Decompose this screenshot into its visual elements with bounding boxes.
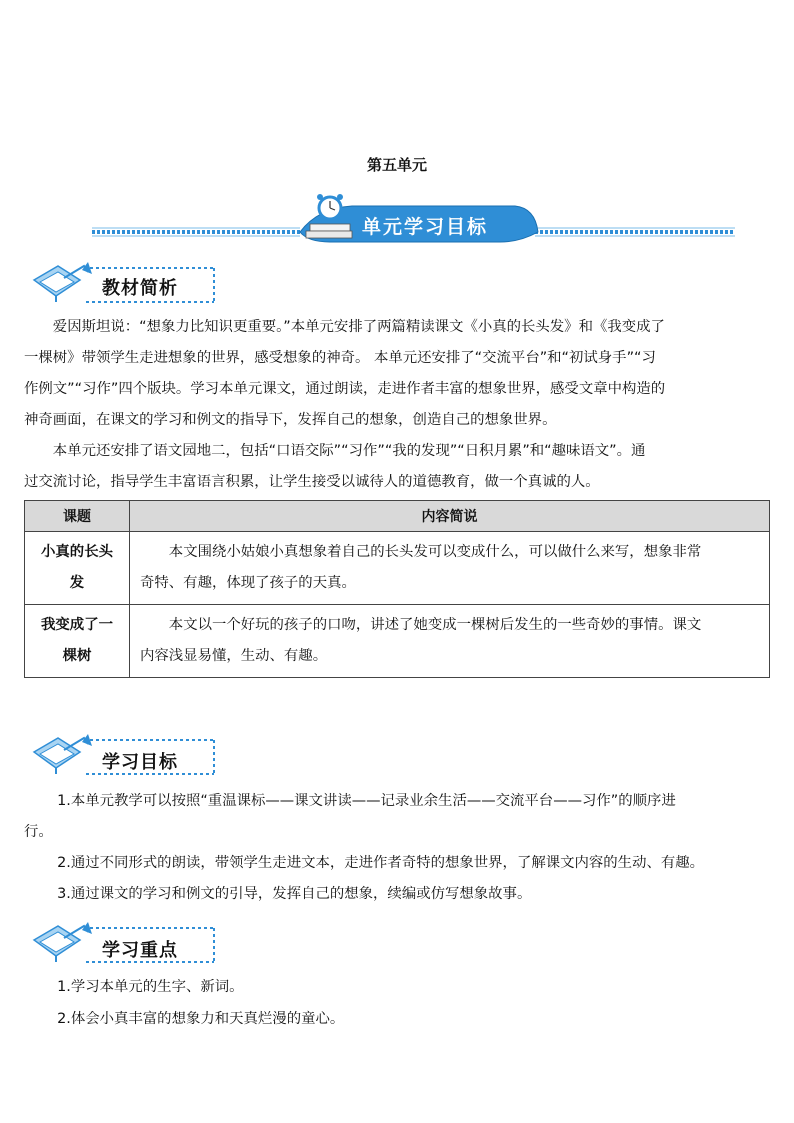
list-item: 1.本单元教学可以按照“重温课标——课文讲读——记录业余生活——交流平台——习作”的顺序进 行。 bbox=[24, 793, 676, 840]
section-heading-key-points: 学习重点 bbox=[102, 940, 178, 961]
analysis-paragraph-1: 爱因斯坦说：“想象力比知识更重要。”本单元安排了两篇精读课文《小真的长头发》和《我变成了 一棵树》带领学生走进想象的世界，感受想象的神奇。 本单元还安排了“交流平台”和“初试身手”“习 作例文”“习作”四个版块。学习本单元课文，通过朗读，走进作者丰富的想象世界，感受文章中构造的 神奇画面，在课文的学习和例文的指导下，发挥自己的想象，创造自己的想象世界。 bbox=[24, 319, 666, 428]
table-cell-title: 小真的长头 发 bbox=[25, 532, 130, 605]
section-heading-analysis: 教材简析 bbox=[102, 278, 178, 299]
table-header-row bbox=[25, 501, 770, 532]
table-row bbox=[25, 605, 770, 678]
list-item: 1.学习本单元的生字、新词。 bbox=[57, 979, 244, 995]
banner-left-rule bbox=[92, 228, 300, 236]
analysis-paragraph-2: 本单元还安排了语文园地二，包括“口语交际”“习作”“我的发现”“日积月累”和“趣味语文”。通 过交流讨论，指导学生丰富语言积累，让学生接受以诚待人的道德教育，做一个真诚的人。 bbox=[24, 443, 646, 490]
table-header-title: 课题 bbox=[25, 501, 130, 532]
list-item: 2.体会小真丰富的想象力和天真烂漫的童心。 bbox=[57, 1011, 345, 1027]
table-cell-content: 本文围绕小姑娘小真想象着自己的长头发可以变成什么，可以做什么来写，想象非常 奇特、有趣，体现了孩子的天真。 bbox=[130, 532, 770, 605]
list-item: 3.通过课文的学习和例文的引导，发挥自己的想象，续编或仿写想象故事。 bbox=[57, 886, 532, 902]
table-row bbox=[25, 532, 770, 605]
list-item: 2.通过不同形式的朗读，带领学生走进文本，走进作者奇特的想象世界，了解课文内容的生动、有趣。 bbox=[57, 855, 705, 871]
banner-title: 单元学习目标 bbox=[362, 216, 489, 238]
table-cell-title: 我变成了一 棵树 bbox=[25, 605, 130, 678]
table-cell-content: 本文以一个好玩的孩子的口吻，讲述了她变成一棵树后发生的一些奇妙的事情。课文 内容浅显易懂，生动、有趣。 bbox=[130, 605, 770, 678]
lesson-summary-table bbox=[24, 500, 770, 678]
section-head-goals bbox=[28, 730, 218, 790]
unit-title: 第五单元 bbox=[366, 156, 427, 174]
section-head-analysis bbox=[28, 258, 218, 318]
section-heading-goals: 学习目标 bbox=[102, 752, 178, 773]
section-head-key-points bbox=[28, 918, 218, 978]
table-header-content: 内容简说 bbox=[130, 501, 770, 532]
banner-right-rule bbox=[535, 228, 735, 236]
